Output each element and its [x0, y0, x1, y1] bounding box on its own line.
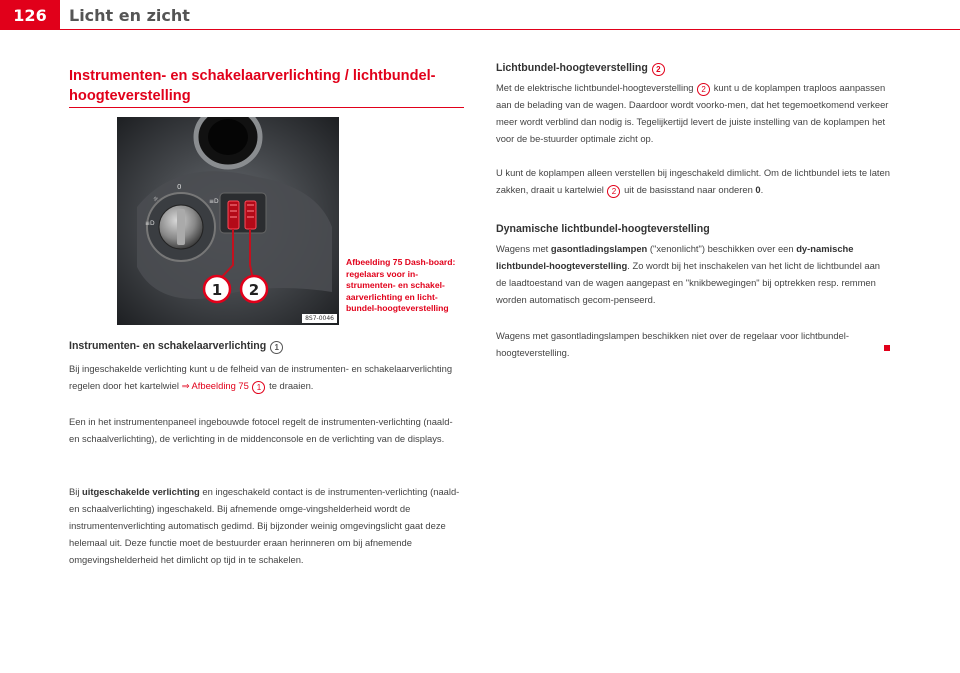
header-rule	[60, 29, 960, 30]
callout-1: 1	[252, 381, 265, 394]
figure-reference-link[interactable]: ⇒ Afbeelding 75	[181, 380, 249, 391]
dashboard-figure	[117, 117, 339, 325]
section-end-mark	[884, 345, 890, 351]
callout-2: 2	[652, 63, 665, 76]
bold-text: gasontladingslampen	[550, 243, 648, 254]
callout-1: 1	[270, 341, 283, 354]
paragraph-dynamic-2: Wagens met gasontladingslampen beschikken niet over de regelaar voor lichtbundel-hoogteverstelling.	[496, 330, 849, 358]
heading-dynamic-beam: Dynamische lichtbundel-hoogteverstelling	[496, 223, 710, 235]
text: kunt u de koplampen traploos aanpassen aan de belading van de wagen. Daardoor wordt voorko-men, dat het tegemoetkomend verkeer meer wordt verblind dan nodig is. Tegelijkertijd levert de juiste instelling van de koplampen het voor de be-stuurder optimale zicht op.	[496, 82, 889, 144]
paragraph-dynamic-1	[496, 240, 891, 308]
text: Wagens met	[496, 243, 551, 254]
text: ("xenonlicht") beschikken over een	[647, 243, 797, 254]
paragraph-instrument-2: Een in het instrumentenpaneel ingebouwde fotocel regelt de instrumenten-verlichting (naald- en schaalverlichting), de verlichting in de middenconsole en de verlichting van de displays.	[69, 416, 453, 444]
text: .	[760, 184, 764, 195]
figure-label-2: 2	[248, 281, 260, 299]
section-rule	[69, 107, 464, 108]
figure-code: 8S7-0046	[302, 314, 337, 323]
heading-instrument-lighting	[69, 340, 284, 354]
paragraph-instrument-3	[69, 483, 464, 568]
heading-text: Lichtbundel-hoogteverstelling	[496, 62, 648, 74]
heading-text: Instrumenten- en schakelaarverlichting	[69, 340, 267, 352]
dashboard-illustration	[117, 117, 339, 325]
section-title: Instrumenten- en schakelaarverlichting / lichtbundel-hoogteverstelling	[69, 68, 436, 104]
page-number: 126	[0, 0, 60, 30]
svg-text:≡D: ≡D	[145, 220, 155, 227]
text: Met de elektrische lichtbundel-hoogteverstelling	[496, 82, 697, 93]
callout-2: 2	[697, 83, 710, 96]
paragraph-beam-2	[496, 164, 891, 198]
text: uit de basisstand naar onderen	[621, 184, 756, 195]
svg-text:☼: ☼	[153, 196, 159, 203]
svg-text:0: 0	[177, 183, 182, 191]
text: en ingeschakeld contact is de instrumenten-verlichting (naald- en schaalverlichting) ingeschakeld. Bij afnemende omge-vingshelderheid wordt de instrumentenverlichting automatisch gedimd. Bij bijzonder weinig omgevingslicht gaat deze helemaal uit. Deze functie moet de bestuurder eraan herinneren om bij afnemende omgevingshelderheid het dimlicht op tijd in te schakelen.	[69, 486, 460, 565]
bold-text: dy-namische lichtbundel-hoogteverstelling	[496, 243, 854, 271]
figure-label-1: 1	[211, 281, 223, 299]
bold-text: uitgeschakelde verlichting	[82, 486, 200, 497]
callout-2: 2	[607, 185, 620, 198]
paragraph-instrument-1	[69, 360, 464, 394]
text: Bij ingeschakelde verlichting kunt u de felheid van de instrumenten- en schakelaarverlichting regelen door het kartelwiel	[69, 363, 453, 391]
text: U kunt de koplampen alleen verstellen bij ingeschakeld dimlicht. Om de lichtbundel iets te laten zakken, draait u kartelwiel	[496, 167, 890, 195]
text: Bij	[69, 486, 83, 497]
heading-beam-adjustment	[496, 62, 666, 76]
paragraph-beam-1	[496, 79, 891, 147]
text: te draaien.	[266, 380, 314, 391]
bold-text: 0	[755, 184, 761, 195]
text: . Zo wordt bij het inschakelen van het licht de lichtbundel aan de laadtoestand van de wagen aangepast en "knikbewegingen" bij optrekken resp. remmen worden automatisch gecom-penseerd.	[496, 260, 881, 305]
chapter-title: Licht en zicht	[69, 6, 190, 25]
figure-caption: Afbeelding 75 Dash-board: regelaars voor in-strumenten- en schakel-aarverlichting en licht-bundel-hoogteverstelling	[346, 257, 456, 314]
svg-text:≡D: ≡D	[209, 198, 219, 205]
